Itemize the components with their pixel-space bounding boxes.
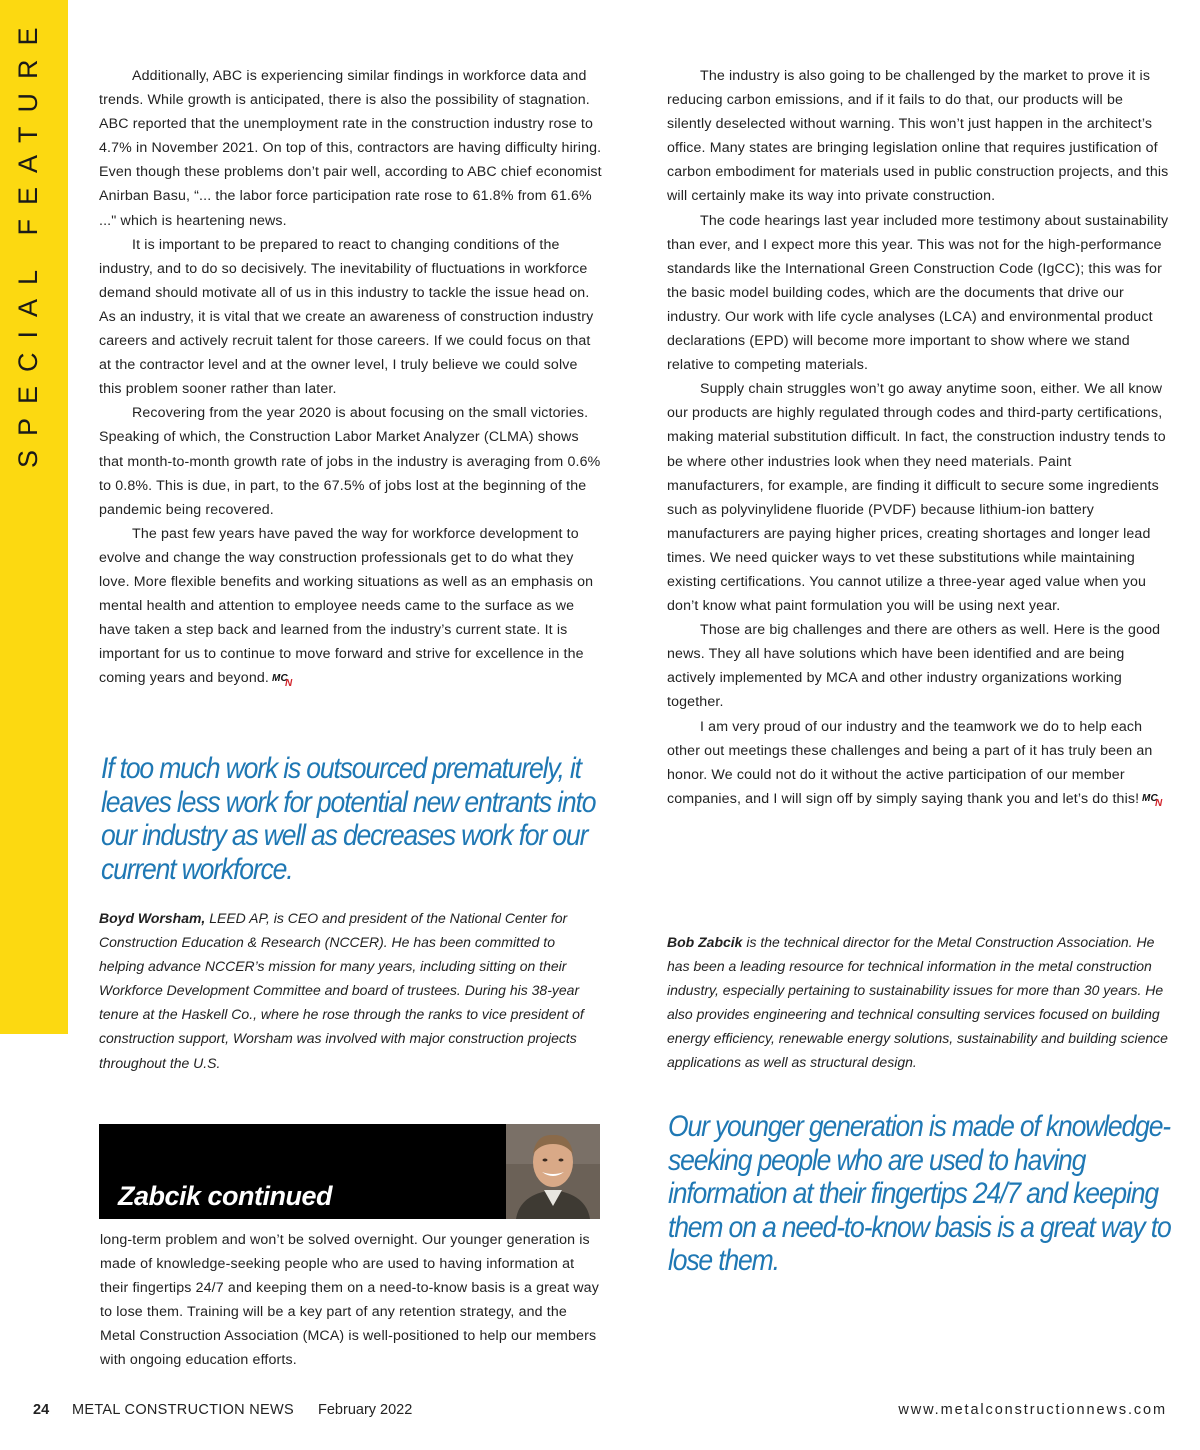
svg-text:N: N — [1155, 798, 1163, 808]
body-paragraph: long-term problem and won’t be solved overnight. Our younger generation is made of knowledge-seeking people who are used to having information at their fingertips 24/7 and keeping them on a need-to-know basis is a great way to lose them. Training will be a key part of any retention strategy, and the Metal Construction Association (MCA) is well-positioned to help our members with ongoing education efforts. — [100, 1232, 599, 1369]
svg-text:MC: MC — [272, 672, 288, 684]
author-bio-right — [667, 930, 1172, 1075]
author-name: Boyd Worsham, — [99, 910, 206, 926]
body-paragraph-text: The past few years have paved the way for workforce development to evolve and change the way construction professionals get to do what they love. More flexible benefits and working situations as well as an emphasis on mental health and attention to employee needs came to the surface as we have taken a step back and learned from the industry’s current state. It is important for us to continue to move forward and strive for excellence in the coming years and beyond. — [99, 525, 594, 687]
page-footer — [0, 1400, 1200, 1424]
author-bio-left — [99, 906, 604, 1075]
body-paragraph-text: I am very proud of our industry and the teamwork we do to help each other out meetings these challenges and being a part of it has truly been an honor. We could not do it without the active participation of our member companies, and I will sign off by simply saying thank you and let’s do this! — [667, 718, 1153, 807]
body-paragraph-end — [99, 522, 602, 691]
section-label: SPECIAL FEATURE — [13, 13, 43, 468]
continued-title: Zabcik continued — [118, 1181, 333, 1211]
author-name: Bob Zabcik — [667, 934, 743, 950]
publication-name: METAL CONSTRUCTION NEWS — [72, 1402, 294, 1418]
body-paragraph: Additionally, ABC is experiencing similar findings in workforce data and trends. While growth is anticipated, there is also the possibility of stagnation. ABC reported that the unemployment rate in the construction industry rose to 4.7% in November 2021. On top of this, contractors are having difficulty hiring. Even though these problems don’t pair well, according to ABC chief economist Anirban Basu, “... the labor force participation rate rose to 61.8% from 61.6% ..." which is heartening news. — [99, 68, 602, 229]
right-column — [667, 64, 1170, 811]
left-column — [99, 64, 602, 690]
body-paragraph: Recovering from the year 2020 is about focusing on the small victories. Speaking of which, the Construction Labor Market Analyzer (CLMA) shows that month-to-month growth rate of jobs in the industry is averaging from 0.6% to 0.8%. This is due, in part, to the 67.5% of jobs lost at the beginning of the pandemic being recovered. — [99, 405, 601, 518]
body-paragraph: The code hearings last year included more testimony about sustainability than ever, and I expect more this year. This was not for the high-performance standards like the International Green Construction Code (IgCC); this was for the basic model building codes, which are the documents that drive our industry. Our work with life cycle analyses (LCA) and environmental product declarations (EPD) will become more important to show where we stand relative to competing materials. — [667, 212, 1169, 374]
page-number: 24 — [33, 1402, 50, 1418]
mcn-end-mark-icon — [271, 671, 299, 687]
issue-date: February 2022 — [318, 1402, 413, 1418]
pullquote-right: Our younger generation is made of knowledge-seeking people who are used to having information at their fingertips 24/7 and keeping them on a need-to-know basis is a great way to lose them. — [668, 1110, 1171, 1277]
author-bio-text: is the technical director for the Metal Construction Association. He has been a leading resource for technical information in the metal construction industry, especially pertaining to sustainability issues for more than 30 years. He also provides engineering and technical consulting services focused on building energy efficiency, renewable energy solutions, sustainability and building science applications as well as structural design. — [667, 934, 1168, 1071]
body-paragraph: It is important to be prepared to react to changing conditions of the industry, and to do so decisively. The inevitability of fluctuations in workforce demand should motivate all of us in this industry to tackle the issue head on. As an industry, it is vital that we create an awareness of construction industry careers and actively recruit talent for those careers. If we could focus on that at the contractor level and at the owner level, I truly believe we could solve this problem sooner rather than later. — [99, 236, 594, 398]
continued-text — [100, 1228, 605, 1373]
body-paragraph-end — [667, 715, 1170, 811]
author-bio-text: LEED AP, is CEO and president of the National Center for Construction Education & Research (NCCER). He has been committed to helping advance NCCER’s mission for many years, including sitting on their Workforce Development Committee and board of trustees. During his 38-year tenure at the Haskell Co., where he rose through the ranks to vice president of construction support, Worsham was involved with major construction projects throughout the U.S. — [99, 910, 584, 1071]
svg-text:N: N — [285, 677, 293, 687]
body-paragraph: Those are big challenges and there are others as well. Here is the good news. They all have solutions which have been identified and are being actively implemented by MCA and other industry organizations working together. — [667, 622, 1161, 711]
body-paragraph: The industry is also going to be challenged by the market to prove it is reducing carbon emissions, and if it fails to do that, our products will be silently deselected without warning. This won’t just happen in the architect’s office. Many states are bringing legislation online that requires justification of carbon embodiment for materials used in public construction projects, and this will certainly make its way into private construction. — [667, 68, 1169, 205]
mcn-end-mark-icon — [1141, 791, 1169, 807]
portrait-illustration — [506, 1124, 600, 1219]
continued-header — [99, 1124, 600, 1219]
svg-text:MC: MC — [1142, 793, 1159, 805]
body-paragraph: Supply chain struggles won’t go away anytime soon, either. We all know our products are highly regulated through codes and third-party certifications, making material substitution difficult. In fact, the construction industry tends to be where other industries look when they need materials. Paint manufacturers, for example, are finding it difficult to secure some ingredients such as polyvinylidene fluoride (PVDF) because lithium-ion battery manufacturers are paying higher prices, creating shortages and longer lead times. We need quicker ways to vet these substitutions while maintaining existing certifications. You cannot utilize a three-year aged value when you don’t know what paint formulation you will be using next year. — [667, 381, 1166, 615]
author-photo — [506, 1124, 600, 1219]
website-url: www.metalconstructionnews.com — [898, 1402, 1167, 1418]
pullquote-left: If too much work is outsourced prematurely, it leaves less work for potential new entrants into our industry as well as decreases work for our current workforce. — [101, 752, 596, 886]
